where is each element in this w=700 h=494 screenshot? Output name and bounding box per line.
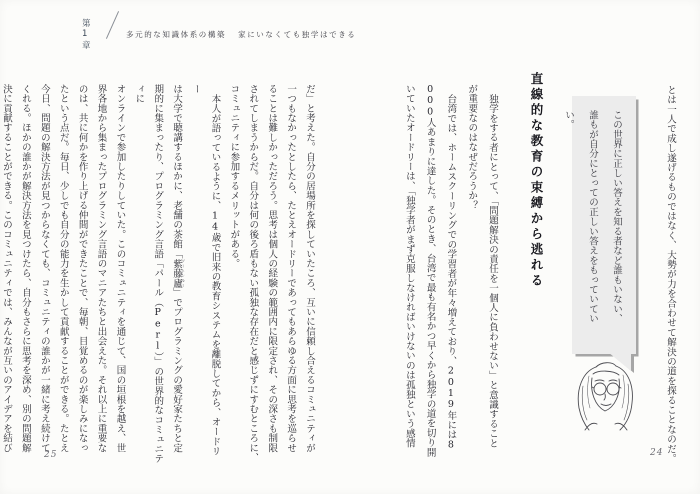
quote-bubble-text bbox=[563, 96, 636, 354]
text-column: たという点だ。毎日、少しでも自分の能力を生かして貢献することができる。たとえ bbox=[57, 84, 69, 453]
chapter-title bbox=[126, 29, 356, 40]
chapter-number: 第1章 bbox=[82, 19, 93, 51]
text-column: されてしまうからだ。自分は何の後ろ盾もない孤独な存在だと感じずにすむところに、 bbox=[247, 84, 259, 463]
text-column: とは一人で成し遂げるものではなく、大勢が力を合わせて解決の道を探ることなのだ。 bbox=[665, 85, 676, 464]
right-page-body bbox=[398, 84, 502, 464]
section-heading: 直線的な教育の束縛から逃れる bbox=[529, 72, 544, 289]
text-column: 界各地から集まったプログラミング言語のマニアたちと出会えた。それ以上に重要な bbox=[95, 84, 107, 453]
slash-divider-icon bbox=[106, 11, 119, 39]
page-number-right: 24 bbox=[650, 448, 664, 458]
text-column: この世界に正しい答えを知る者など誰もいない、 bbox=[611, 110, 622, 324]
text-column: 決に貢献することができる。このコミュニティでは、みんなが互いのアイデアを結び bbox=[1, 84, 12, 453]
text-column: いていたオードリーは、「独学者がまず克服しなければいけないのは孤独という感情 bbox=[403, 84, 415, 448]
chapter-title-sub: 家にいなくても独学はできる bbox=[238, 30, 357, 39]
page-number-left: 25 bbox=[44, 450, 58, 460]
text-column: 期的に集まったり、プログラミング言語「パール（Perl）」の世界的なコミュニティに bbox=[133, 84, 164, 464]
text-column: のは、共に何かを作り上げる仲間ができたことで、毎朝、目覚めるのが楽しみになっ bbox=[76, 84, 88, 453]
text-column: だ」と考えた。自分の居場所を探していたころ、互いに信頼し合えるコミュニティが bbox=[304, 84, 315, 453]
text-column: オンラインで参加したりしていた。このコミュニティを通じて、国の垣根を越え、世 bbox=[114, 84, 126, 453]
text-column: 本人が語っているように、14歳で旧来の教育システムを離脱してから、オードリー bbox=[190, 84, 221, 456]
text-column: くれる。ほかの誰かが解決方法を見つけたら、自分もさらに思考を深め、別の問題解 bbox=[19, 84, 31, 453]
text-column: が重要なのはなぜだろうか？ bbox=[466, 84, 478, 211]
portrait-illustration bbox=[565, 358, 647, 432]
text-column: ることは難しかっただろう。思考は個人の経験の範囲内に限定され、その深さも制限 bbox=[266, 84, 278, 453]
left-page-body bbox=[1, 84, 318, 464]
chapter-title-main: 多元的な知識体系の構築 bbox=[126, 30, 227, 39]
text-column: 誰もが自分にとっての正しい答えをもっていていい。 bbox=[563, 110, 598, 324]
text-column: 000人あまりに達した。そのとき、台湾で最も有名かつ早くから独学の道を切り開 bbox=[424, 84, 436, 458]
text-column: 今日、問題の解決方法が見つからなくても、コミュニティの誰かが一緒に考え続けて bbox=[38, 84, 50, 453]
lead-column bbox=[661, 85, 680, 467]
text-column: コミュニティに参加するメリットがある。 bbox=[228, 84, 240, 269]
text-column: 台湾では、ホームスクーリングでの学習者が年々増えており、2019年には8 bbox=[445, 93, 457, 451]
text-column: は大学で聴講するほかに、老舗の茶館「紫藤廬 ツートンルー」でプログラミングの愛好家たちと定 bbox=[171, 84, 187, 453]
text-column: 一つもなかったとしたら、たとえオードリーであってもあらゆる方面に思考を巡らせ bbox=[285, 84, 297, 453]
quote-bubble bbox=[563, 96, 636, 354]
text-column: 独学をする者にとって、「問題解決の責任を一個人に負わせない」と意識すること bbox=[487, 93, 498, 448]
